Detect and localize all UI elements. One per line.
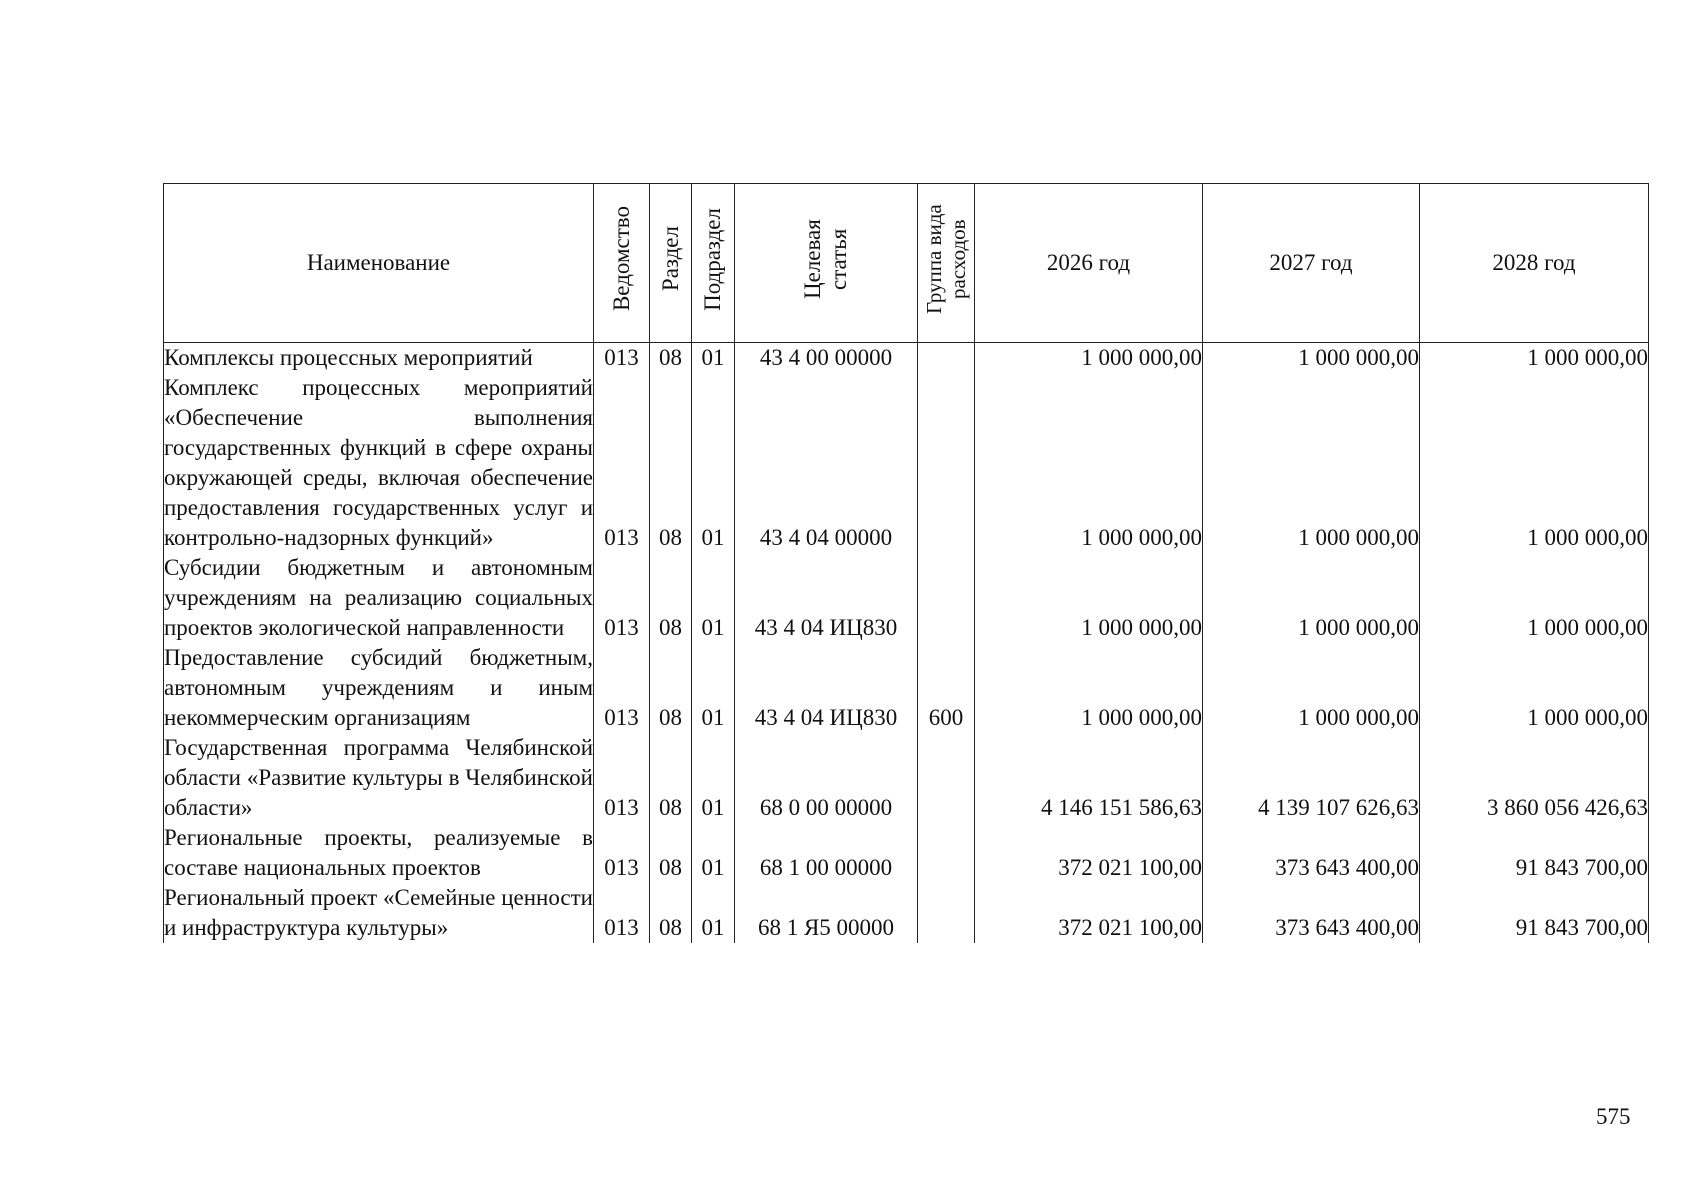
table-row [164,823,1649,883]
row-year-2026: 1 000 000,00 [975,343,1203,374]
table-header-row [164,184,1649,343]
row-subsection: 01 [692,823,735,883]
row-name: Региональные проекты, реализуемые в составе национальных проектов [164,823,594,883]
row-year-2028: 91 843 700,00 [1420,823,1649,883]
row-expense-group [918,883,975,943]
row-subsection: 01 [692,373,735,553]
page-number: 575 [1596,1104,1631,1129]
row-section: 08 [650,883,692,943]
row-year-2028: 91 843 700,00 [1420,883,1649,943]
row-subsection: 01 [692,343,735,374]
row-subsection: 01 [692,553,735,643]
row-department: 013 [594,343,650,374]
row-year-2027: 1 000 000,00 [1203,553,1420,643]
header-subsection: Подраздел [692,184,735,343]
header-year-2028: 2028 год [1420,184,1649,343]
row-year-2027: 373 643 400,00 [1203,823,1420,883]
table-row [164,553,1649,643]
header-target-article: Целевая статья [735,184,918,343]
row-year-2027: 4 139 107 626,63 [1203,733,1420,823]
header-name: Наименование [164,184,594,343]
row-target-article: 68 1 Я5 00000 [735,883,918,943]
row-section: 08 [650,823,692,883]
row-year-2026: 1 000 000,00 [975,553,1203,643]
row-name: Комплексы процессных мероприятий [164,343,594,374]
header-expense-group: Группа вида расходов [918,184,975,343]
row-year-2027: 373 643 400,00 [1203,883,1420,943]
table-row [164,883,1649,943]
row-year-2028: 1 000 000,00 [1420,643,1649,733]
row-name: Комплекс процессных мероприятий «Обеспечение выполнения государственных функций в сфере охраны окружающей среды, включая обеспечение предоставления государственных услуг и контрольно-надзорных функций» [164,373,594,553]
row-name: Субсидии бюджетным и автономным учреждениям на реализацию социальных проектов экологической направленности [164,553,594,643]
row-subsection: 01 [692,643,735,733]
row-year-2028: 3 860 056 426,63 [1420,733,1649,823]
row-department: 013 [594,823,650,883]
row-year-2027: 1 000 000,00 [1203,643,1420,733]
table-row [164,373,1649,553]
row-target-article: 68 0 00 00000 [735,733,918,823]
row-expense-group [918,823,975,883]
table-row [164,733,1649,823]
row-department: 013 [594,883,650,943]
row-department: 013 [594,733,650,823]
row-year-2026: 372 021 100,00 [975,823,1203,883]
row-expense-group [918,343,975,374]
row-section: 08 [650,643,692,733]
row-department: 013 [594,643,650,733]
row-expense-group: 600 [918,643,975,733]
row-section: 08 [650,733,692,823]
row-target-article: 43 4 00 00000 [735,343,918,374]
row-year-2026: 1 000 000,00 [975,373,1203,553]
row-expense-group [918,373,975,553]
row-name: Государственная программа Челябинской области «Развитие культуры в Челябинской области» [164,733,594,823]
row-section: 08 [650,553,692,643]
header-section: Раздел [650,184,692,343]
row-section: 08 [650,373,692,553]
row-target-article: 43 4 04 ИЦ830 [735,553,918,643]
row-name: Предоставление субсидий бюджетным, автономным учреждениям и иным некоммерческим организациям [164,643,594,733]
header-year-2026: 2026 год [975,184,1203,343]
row-year-2026: 1 000 000,00 [975,643,1203,733]
row-department: 013 [594,553,650,643]
row-expense-group [918,553,975,643]
row-year-2027: 1 000 000,00 [1203,373,1420,553]
row-name: Региональный проект «Семейные ценности и инфраструктура культуры» [164,883,594,943]
row-year-2028: 1 000 000,00 [1420,553,1649,643]
row-expense-group [918,733,975,823]
row-department: 013 [594,373,650,553]
row-year-2026: 4 146 151 586,63 [975,733,1203,823]
budget-table [163,183,1649,943]
row-subsection: 01 [692,883,735,943]
row-year-2028: 1 000 000,00 [1420,373,1649,553]
row-target-article: 43 4 04 ИЦ830 [735,643,918,733]
row-subsection: 01 [692,733,735,823]
row-year-2028: 1 000 000,00 [1420,343,1649,374]
table-row [164,343,1649,374]
table-row [164,643,1649,733]
row-target-article: 68 1 00 00000 [735,823,918,883]
header-year-2027: 2027 год [1203,184,1420,343]
header-department: Ведомство [594,184,650,343]
row-year-2027: 1 000 000,00 [1203,343,1420,374]
row-target-article: 43 4 04 00000 [735,373,918,553]
row-section: 08 [650,343,692,374]
row-year-2026: 372 021 100,00 [975,883,1203,943]
